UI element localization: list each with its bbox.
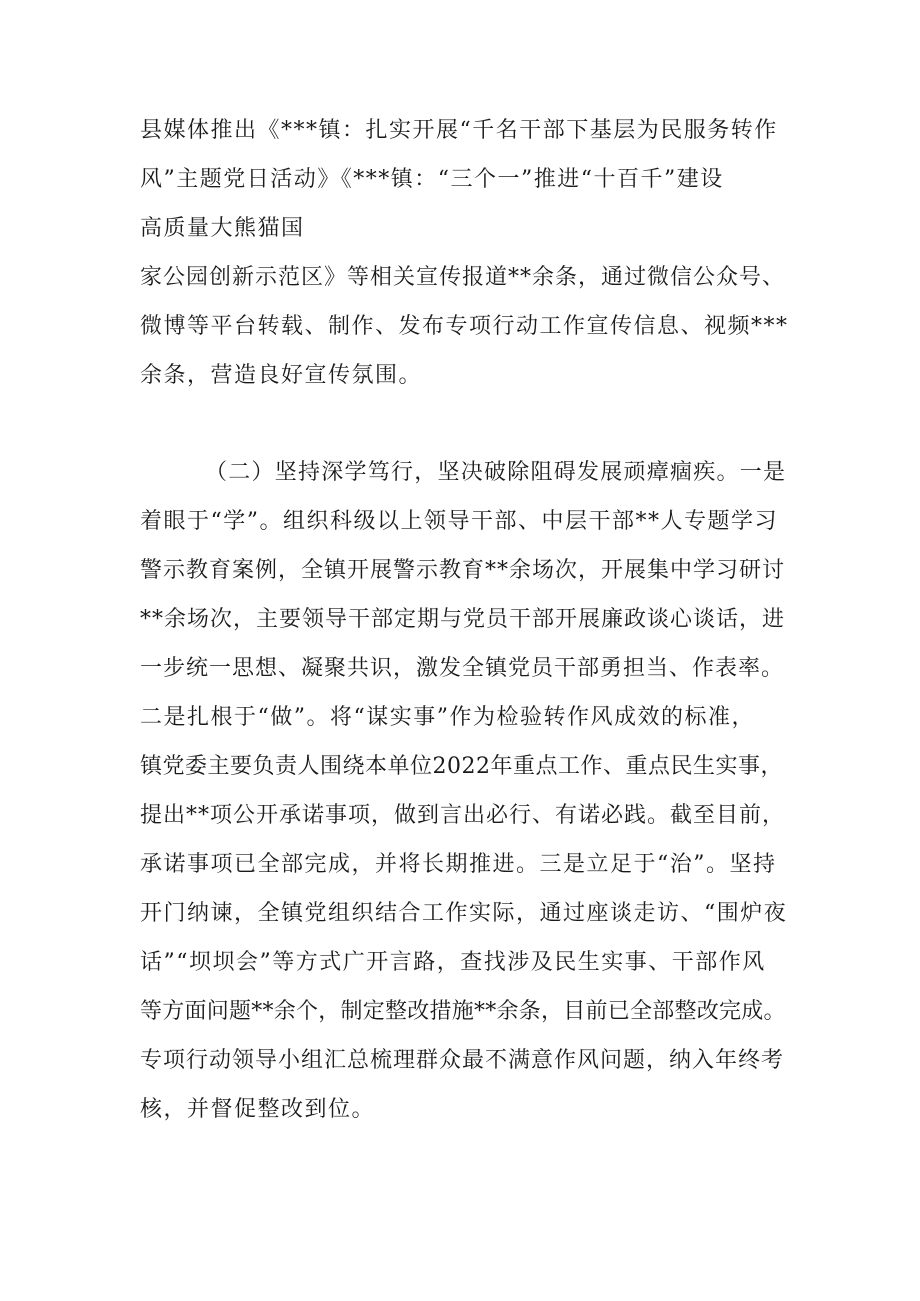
paragraph2-line-3: 警示教育案例，全镇开展警示教育**余场次，开展集中学习研讨	[140, 558, 786, 583]
paragraph1-line-3: 高质量大熊猫国	[140, 216, 305, 241]
paragraph1-line-2: 风”主题党日活动》《***镇：“三个一”推进“十百千”建设	[140, 167, 724, 192]
paragraph2-line-7: 镇党委主要负责人围绕本单位2022年重点工作、重点民生实事，	[140, 754, 783, 779]
paragraph1-line-6: 余条，营造良好宣传氛围。	[140, 363, 423, 388]
paragraph2-line-8: 提出**项公开承诺事项，做到言出必行、有诺必践。截至目前，	[140, 803, 786, 828]
paragraph2-line-12: 等方面问题**余个，制定整改措施**余条，目前已全部整改完成。	[140, 999, 786, 1024]
paragraph1-line-5: 微博等平台转载、制作、发布专项行动工作宣传信息、视频***	[140, 314, 789, 339]
paragraph2-line-9: 承诺事项已全部完成，并将长期推进。三是立足于“治”。坚持	[140, 852, 777, 877]
paragraph2-line-1: （二）坚持深学笃行，坚决破除阻碍发展顽瘴痼疾。一是	[205, 460, 787, 485]
paragraph2-line-11: 话”“坝坝会”等方式广开言路，查找涉及民生实事、干部作风	[140, 950, 766, 975]
paragraph2-line-13: 专项行动领导小组汇总梳理群众最不满意作风问题，纳入年终考	[140, 1048, 785, 1073]
paragraph1-line-4: 家公园创新示范区》等相关宣传报道**余条，通过微信公众号、	[140, 265, 786, 290]
paragraph2-line-10: 开门纳谏，全镇党组织结合工作实际，通过座谈走访、“围炉夜	[140, 901, 788, 926]
paragraph2-line-2: 着眼于“学”。组织科级以上领导干部、中层干部**人专题学习	[140, 509, 778, 534]
paragraph2-line-6: 二是扎根于“做”。将“谋实事”作为检验转作风成效的标准，	[140, 705, 755, 730]
paragraph2-line-14: 核，并督促整改到位。	[140, 1097, 376, 1122]
paragraph2-line-4: **余场次，主要领导干部定期与党员干部开展廉政谈心谈话，进	[140, 607, 786, 632]
paragraph2-line-5: 一步统一思想、凝聚共识，激发全镇党员干部勇担当、作表率。	[140, 656, 785, 681]
paragraph1-line-1: 县媒体推出《***镇：扎实开展“千名干部下基层为民服务转作	[140, 118, 778, 143]
